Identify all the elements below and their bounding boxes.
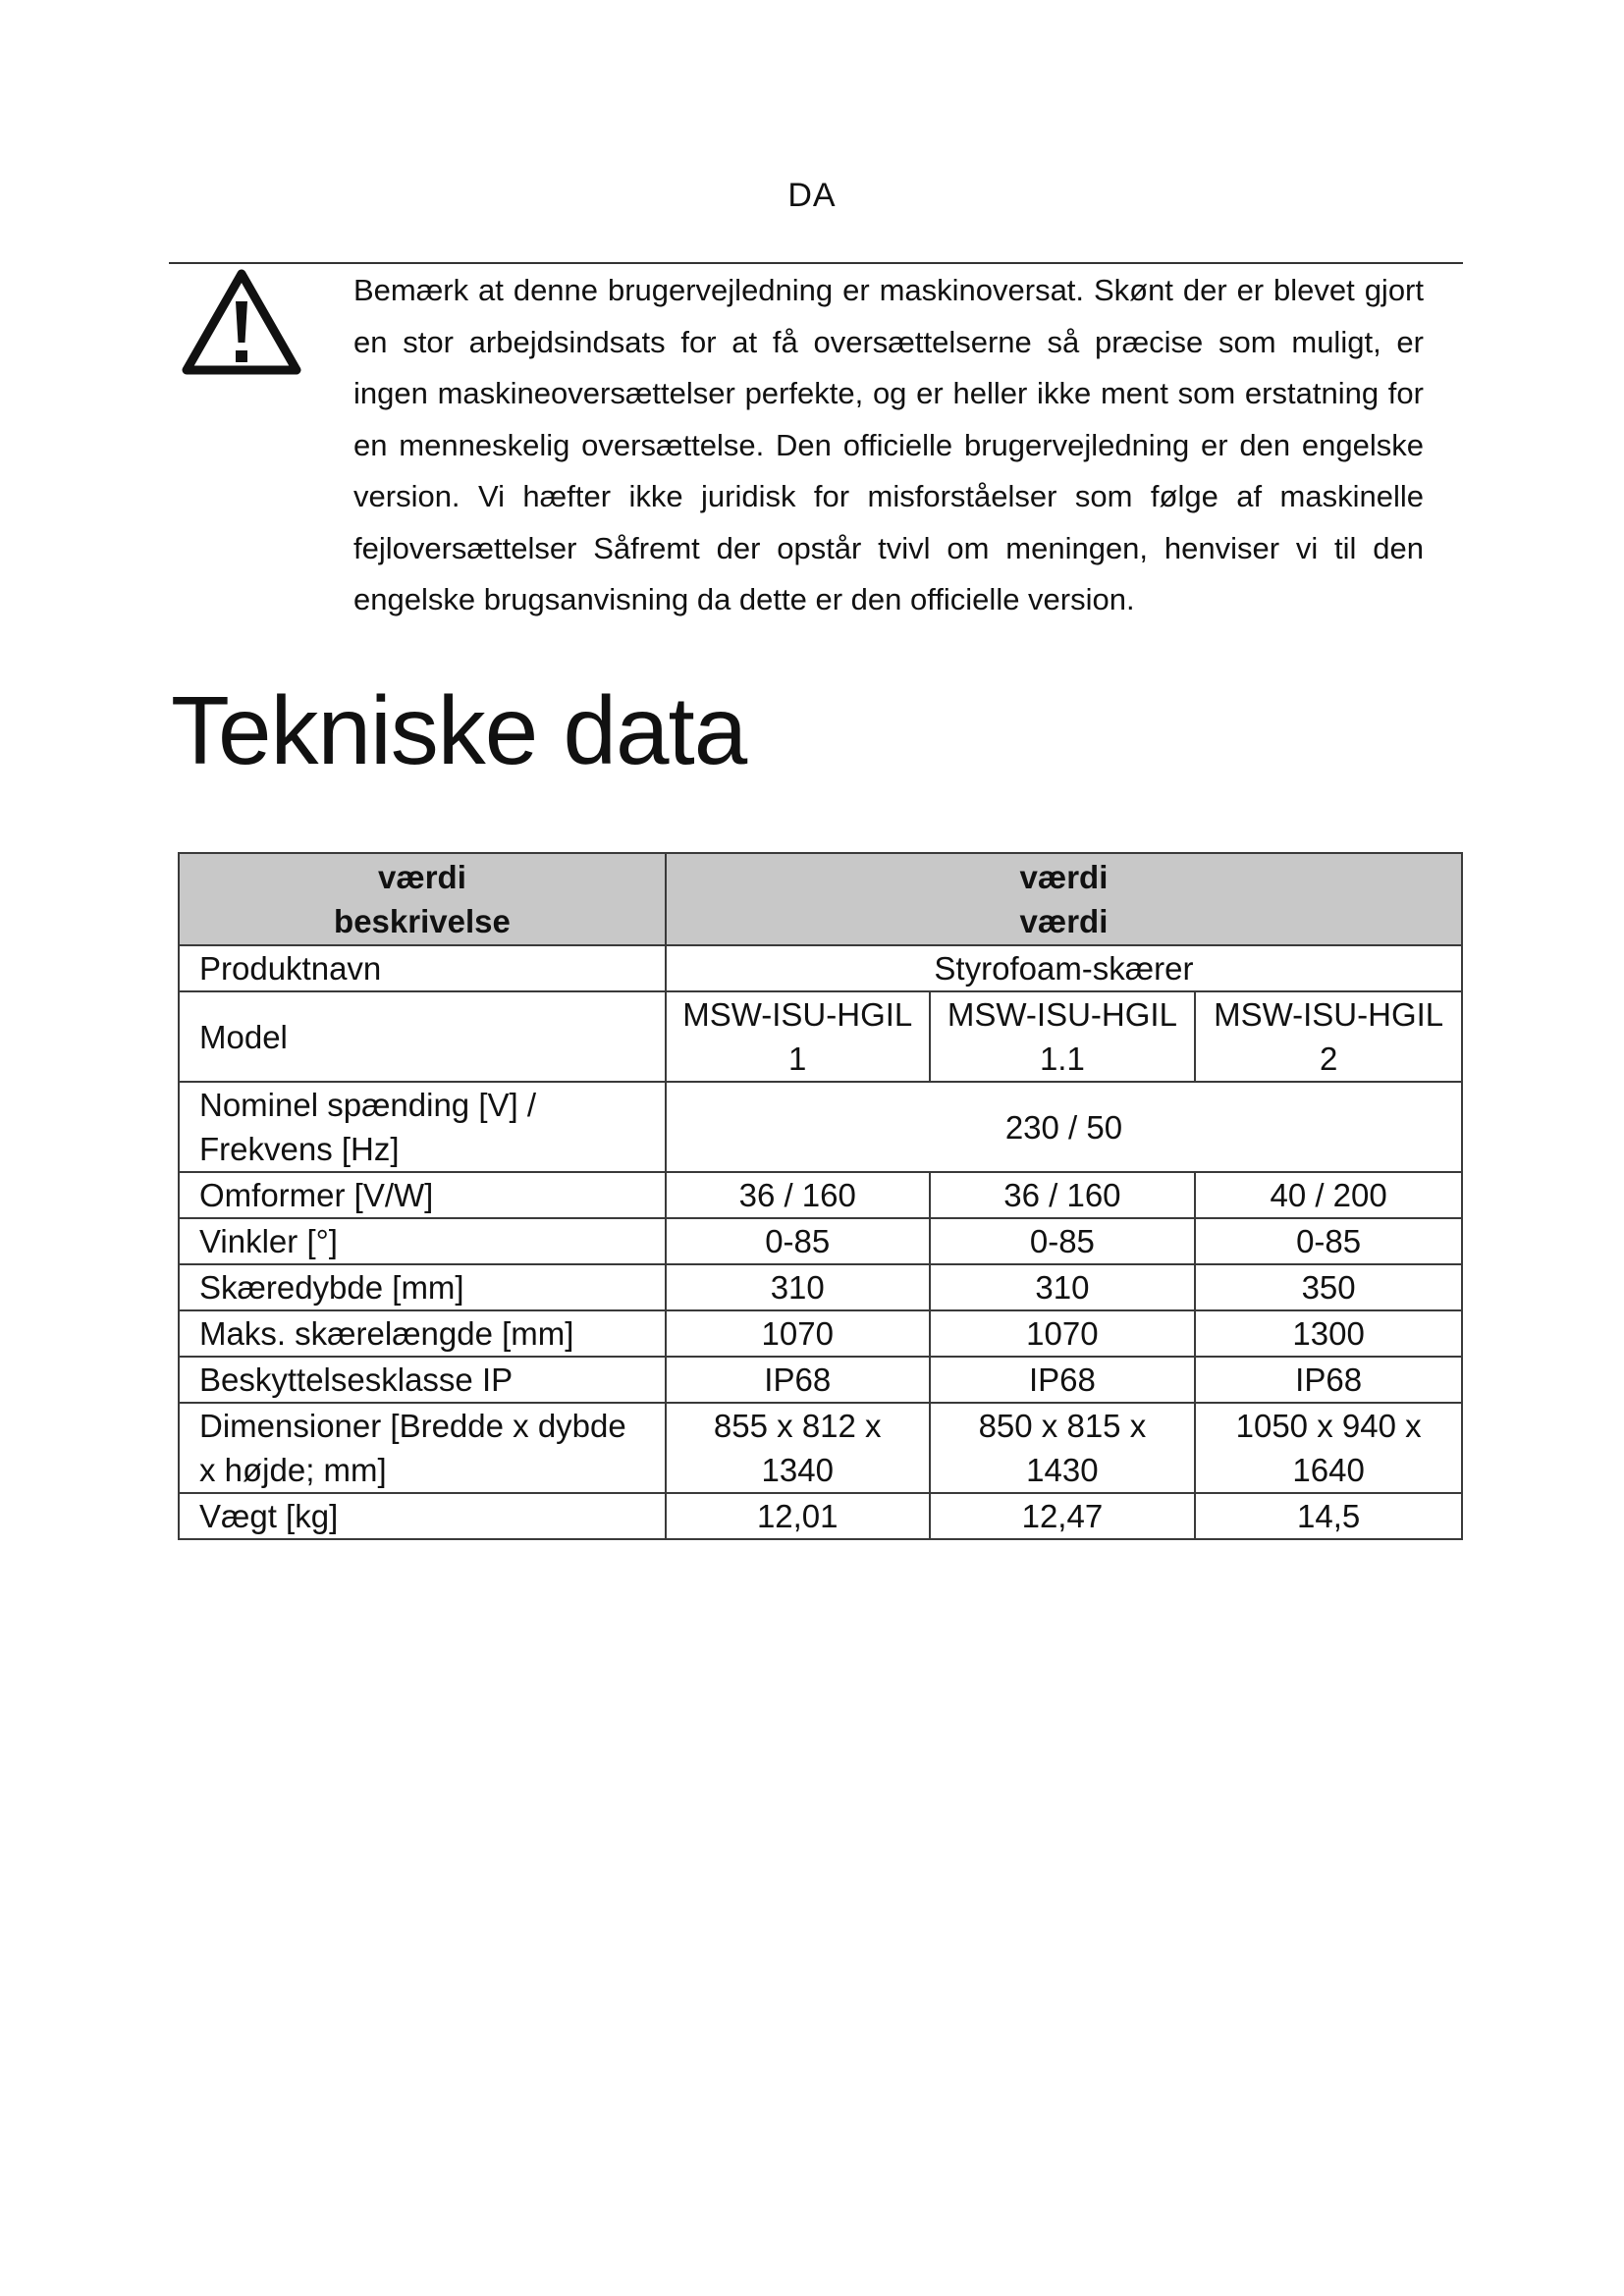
- row-label: Maks. skærelængde [mm]: [179, 1310, 666, 1357]
- cell-line: 1430: [1026, 1452, 1099, 1488]
- cell-line: Dimensioner [Bredde x dybde: [199, 1408, 626, 1444]
- header-cell-value: [666, 853, 1462, 945]
- row-value: IP68: [666, 1357, 930, 1403]
- table-row: [179, 1310, 1462, 1357]
- cell-line: 1640: [1292, 1452, 1365, 1488]
- table-row: [179, 1357, 1462, 1403]
- row-value: [666, 991, 930, 1082]
- row-label: Vinkler [°]: [179, 1218, 666, 1264]
- page-header-language: DA: [787, 177, 837, 214]
- row-value: 40 / 200: [1195, 1172, 1462, 1218]
- section-title: Tekniske data: [171, 676, 747, 784]
- cell-line: 1340: [761, 1452, 834, 1488]
- row-value: IP68: [1195, 1357, 1462, 1403]
- table-row-model: [179, 991, 1462, 1082]
- table-row-dimensions: [179, 1403, 1462, 1493]
- header-cell-line: værdi: [378, 859, 466, 895]
- cell-line: 1050 x 940 x: [1235, 1408, 1422, 1444]
- row-label: Model: [179, 991, 666, 1082]
- row-label: Produktnavn: [179, 945, 666, 991]
- table-row-voltage: [179, 1082, 1462, 1172]
- table-row-product-name: [179, 945, 1462, 991]
- table-row: [179, 1172, 1462, 1218]
- row-value: [930, 1403, 1196, 1493]
- row-value: 1070: [666, 1310, 930, 1357]
- header-divider: [169, 262, 1463, 264]
- header-cell-description: [179, 853, 666, 945]
- row-value: 350: [1195, 1264, 1462, 1310]
- header-cell-line: værdi: [1019, 859, 1109, 895]
- cell-line: MSW-ISU-HGIL: [947, 996, 1177, 1033]
- row-value: 310: [666, 1264, 930, 1310]
- row-value: 310: [930, 1264, 1196, 1310]
- row-value: 12,01: [666, 1493, 930, 1539]
- technical-data-table: [178, 852, 1463, 1540]
- machine-translation-notice: Bemærk at denne brugervejledning er maskinoversat. Skønt der er blevet gjort en stor arbejdsindsats for at få oversættelserne så præcise som muligt, er ingen maskineoversættelser perfekte, og er heller ikke ment som erstatning for en menneskelig oversættelse. Den officielle brugervejledning er den engelske version. Vi hæfter ikke juridisk for misforståelser som følge af maskinelle fejloversættelser Såfremt der opstår tvivl om meningen, henviser vi til den engelske brugsanvisning da dette er den officielle version.: [353, 273, 1424, 616]
- cell-line: MSW-ISU-HGIL: [682, 996, 913, 1033]
- row-label: Skæredybde [mm]: [179, 1264, 666, 1310]
- row-value: 1300: [1195, 1310, 1462, 1357]
- cell-line: 850 x 815 x: [978, 1408, 1147, 1444]
- row-value: [666, 1403, 930, 1493]
- table-header-row: [179, 853, 1462, 945]
- row-label: [179, 1403, 666, 1493]
- row-value: 0-85: [666, 1218, 930, 1264]
- row-value: [930, 991, 1196, 1082]
- row-value: 14,5: [1195, 1493, 1462, 1539]
- row-value: 230 / 50: [666, 1082, 1462, 1172]
- cell-line: 2: [1319, 1041, 1338, 1077]
- table-row: [179, 1264, 1462, 1310]
- cell-line: Nominel spænding [V] /: [199, 1087, 537, 1123]
- row-value: 0-85: [930, 1218, 1196, 1264]
- row-value: IP68: [930, 1357, 1196, 1403]
- row-value: 36 / 160: [666, 1172, 930, 1218]
- row-label: Beskyttelsesklasse IP: [179, 1357, 666, 1403]
- row-value: 0-85: [1195, 1218, 1462, 1264]
- row-value: 36 / 160: [930, 1172, 1196, 1218]
- cell-line: MSW-ISU-HGIL: [1214, 996, 1444, 1033]
- row-label: Omformer [V/W]: [179, 1172, 666, 1218]
- table-row-weight: [179, 1493, 1462, 1539]
- cell-line: 855 x 812 x: [713, 1408, 882, 1444]
- cell-line: 1: [788, 1041, 807, 1077]
- row-label: [179, 1082, 666, 1172]
- header-cell-line: beskrivelse: [334, 903, 511, 939]
- warning-triangle-icon: [181, 268, 302, 376]
- cell-line: Frekvens [Hz]: [199, 1131, 400, 1167]
- header-cell-line: værdi: [1019, 903, 1109, 939]
- row-label: Vægt [kg]: [179, 1493, 666, 1539]
- row-value: [1195, 991, 1462, 1082]
- row-value: [1195, 1403, 1462, 1493]
- row-value: 12,47: [930, 1493, 1196, 1539]
- cell-line: x højde; mm]: [199, 1452, 387, 1488]
- row-value: Styrofoam-skærer: [666, 945, 1462, 991]
- cell-line: 1.1: [1039, 1041, 1085, 1077]
- row-value: 1070: [930, 1310, 1196, 1357]
- table-row: [179, 1218, 1462, 1264]
